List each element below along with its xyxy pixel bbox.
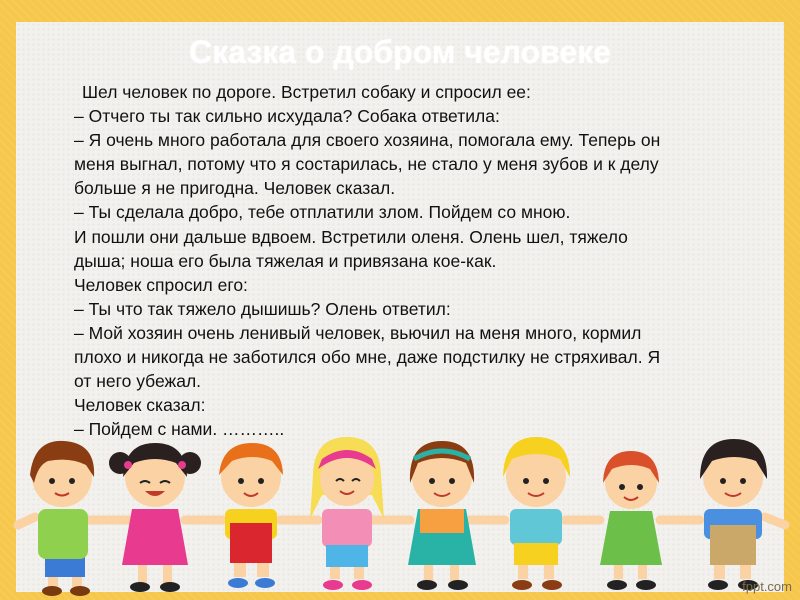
watermark: fppt.com: [742, 579, 792, 594]
slide-title: Сказка о добром человеке: [189, 34, 611, 70]
child-4: [310, 437, 384, 590]
story-line: Человек сказал:: [74, 395, 206, 416]
story-line: Шел человек по дороге. Встретил собаку и спросил ее:: [82, 82, 531, 102]
story-line: – Мой хозяин очень ленивый человек, вьючил на меня много, кормил: [74, 322, 642, 343]
story-line: – Я очень много работала для своего хозяина, помогала ему. Теперь он: [74, 130, 661, 151]
child-8: [700, 439, 767, 590]
story-line: дыша; ноша его была тяжелая и привязана кое-как.: [74, 250, 497, 271]
child-6: [503, 437, 570, 590]
story-line: – Пойдем с нами. ………..: [74, 419, 285, 440]
story-text: [74, 80, 764, 441]
child-1: [30, 441, 94, 596]
story-line: плохо и никогда не заботился обо мне, даже подстилку не стряхивал. Я: [74, 347, 661, 368]
child-3: [219, 443, 283, 588]
story-line: больше я не пригодна. Человек сказал.: [74, 178, 396, 199]
story-line: меня выгнал, потому что я состарилась, не стало у меня зубов и к делу: [74, 154, 659, 175]
children-illustration: [0, 425, 800, 600]
child-5: [408, 441, 476, 590]
story-line: – Ты что так тяжело дышишь? Олень ответил:: [74, 298, 451, 319]
story-line: Человек спросил его:: [74, 274, 248, 295]
story-line: – Отчего ты так сильно исхудала? Собака ответила:: [74, 106, 500, 127]
story-line: от него убежал.: [74, 371, 202, 392]
story-line: И пошли они дальше вдвоем. Встретили оленя. Олень шел, тяжело: [74, 226, 628, 247]
child-7: [600, 451, 662, 590]
story-line: – Ты сделала добро, тебе отплатили злом. Пойдем со мною.: [74, 202, 571, 223]
